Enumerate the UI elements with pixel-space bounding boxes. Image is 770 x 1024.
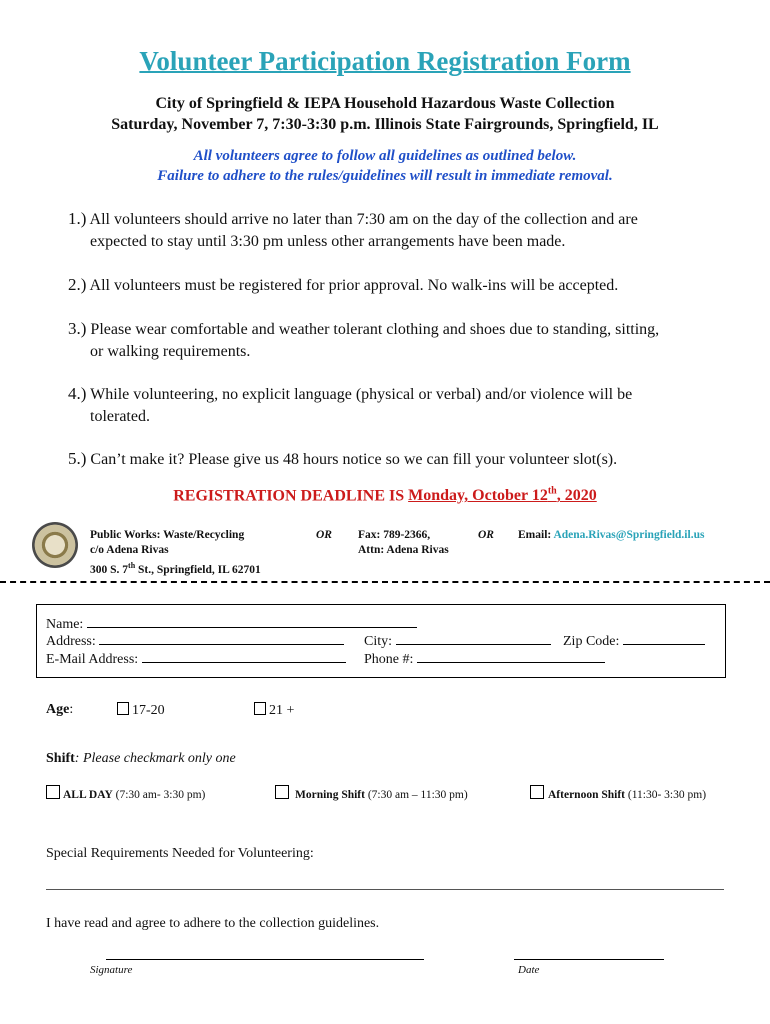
rule-text-continued: expected to stay until 3:30 pm unless other arrangements have been made. — [90, 233, 566, 250]
deadline-date-year: , 2020 — [556, 487, 597, 505]
shift-name: ALL DAY — [63, 789, 113, 801]
rule-number: 3.) — [68, 319, 87, 338]
city-seal-logo — [32, 522, 78, 568]
deadline-date — [408, 487, 597, 504]
email-field-row — [46, 649, 346, 669]
rule-number: 1.) — [68, 209, 87, 228]
fax-contact — [358, 528, 478, 558]
rule-number: 4.) — [68, 384, 87, 403]
all-day-checkbox[interactable] — [46, 785, 60, 799]
rule-item — [68, 208, 718, 253]
age-option-label: 21 + — [269, 703, 295, 718]
zip-code-field[interactable] — [623, 631, 705, 645]
rule-item — [68, 318, 718, 363]
deadline-date-main: Monday, October 12 — [408, 487, 548, 505]
phone-field[interactable] — [417, 649, 605, 663]
shift-name: Morning Shift — [295, 789, 365, 801]
mail-attn: c/o Adena Rivas — [90, 544, 169, 556]
zip-label: Zip Code: — [563, 634, 620, 649]
mail-street-number: 300 S. 7 — [90, 563, 129, 576]
shift-name: Afternoon Shift — [548, 789, 625, 801]
age-option-label: 17-20 — [132, 703, 165, 718]
age-option-21-plus[interactable] — [254, 702, 294, 719]
signature-field[interactable] — [106, 959, 424, 960]
signature-label: Signature — [90, 964, 133, 976]
guidelines-notice: All volunteers agree to follow all guidelines as outlined below. — [193, 148, 577, 164]
special-requirements-field[interactable] — [46, 889, 724, 890]
shift-time: (7:30 am- 3:30 pm) — [112, 789, 206, 801]
shift-option-morning[interactable] — [275, 785, 468, 801]
or-separator: OR — [478, 529, 494, 541]
address-label: Address: — [46, 634, 96, 649]
shift-instruction: : Please checkmark only one — [74, 751, 236, 766]
event-subtitle: City of Springfield & IEPA Household Hazardous Waste Collection — [155, 95, 615, 112]
event-date-location: Saturday, November 7, 7:30-3:30 p.m. Illinois State Fairgrounds, Springfield, IL — [111, 116, 659, 133]
address-field-row — [46, 631, 344, 651]
zip-field-row — [563, 631, 705, 651]
age-colon: : — [69, 702, 74, 717]
rule-text-continued: tolerated. — [90, 408, 150, 425]
agreement-statement: I have read and agree to adhere to the collection guidelines. — [46, 916, 380, 931]
date-field[interactable] — [514, 959, 664, 960]
mail-street — [90, 558, 310, 578]
mailing-address — [90, 528, 310, 578]
shift-heading — [46, 751, 236, 767]
rule-text: Can’t make it? Please give us 48 hours notice so we can fill your volunteer slot(s). — [90, 451, 618, 468]
form-title: Volunteer Participation Registration Form — [139, 46, 631, 76]
phone-label: Phone #: — [364, 652, 414, 667]
email-address-label: E-Mail Address: — [46, 652, 139, 667]
name-label: Name: — [46, 617, 84, 632]
address-field[interactable] — [99, 631, 344, 645]
age-label-row — [46, 702, 73, 718]
rule-item — [68, 448, 718, 471]
email-link[interactable]: Adena.Rivas@Springfield.il.us — [553, 529, 705, 541]
shift-option-all-day[interactable] — [46, 785, 205, 801]
age-21-plus-checkbox[interactable] — [254, 702, 266, 715]
deadline-date-sup: th — [547, 486, 557, 497]
rule-text: While volunteering, no explicit language (physical or verbal) and/or violence will be — [90, 386, 633, 403]
mail-street-sup: th — [128, 561, 136, 570]
email-label: Email: — [518, 529, 554, 541]
mail-street-rest: St., Springfield, IL 62701 — [135, 563, 261, 576]
age-label: Age — [46, 702, 70, 717]
shift-label: Shift — [46, 751, 75, 766]
rule-text: All volunteers must be registered for prior approval. No walk-ins will be accepted. — [89, 277, 619, 294]
rule-number: 2.) — [68, 275, 87, 294]
phone-field-row — [364, 649, 605, 669]
rule-text-continued: or walking requirements. — [90, 343, 251, 360]
age-option-17-20[interactable] — [117, 702, 165, 719]
special-requirements-label: Special Requirements Needed for Volunteering: — [46, 846, 314, 861]
removal-warning: Failure to adhere to the rules/guidelines will result in immediate removal. — [157, 168, 613, 184]
shift-time: (7:30 am – 11:30 pm) — [364, 789, 468, 801]
city-field-row — [364, 631, 551, 651]
email-contact — [518, 528, 704, 543]
rule-item — [68, 274, 718, 297]
date-label: Date — [518, 964, 540, 976]
cut-line-divider — [0, 581, 770, 583]
deadline-prefix: REGISTRATION DEADLINE IS — [173, 487, 409, 505]
rule-item — [68, 383, 718, 428]
city-label: City: — [364, 634, 393, 649]
fax-number: Fax: 789-2366, — [358, 529, 431, 541]
email-address-field[interactable] — [142, 649, 346, 663]
age-17-20-checkbox[interactable] — [117, 702, 129, 715]
morning-shift-checkbox[interactable] — [275, 785, 289, 799]
city-field[interactable] — [396, 631, 551, 645]
rule-text: Please wear comfortable and weather tolerant clothing and shoes due to standing, sitting, — [90, 321, 660, 338]
name-field[interactable] — [87, 614, 417, 628]
or-separator: OR — [316, 529, 332, 541]
rule-number: 5.) — [68, 449, 87, 468]
shift-option-afternoon[interactable] — [530, 785, 706, 801]
fax-attn: Attn: Adena Rivas — [358, 544, 449, 556]
rule-text: All volunteers should arrive no later than 7:30 am on the day of the collection and are — [89, 211, 638, 228]
registration-deadline — [0, 486, 770, 505]
afternoon-shift-checkbox[interactable] — [530, 785, 544, 799]
shift-time: (11:30- 3:30 pm) — [625, 789, 707, 801]
mail-dept: Public Works: Waste/Recycling — [90, 529, 245, 541]
